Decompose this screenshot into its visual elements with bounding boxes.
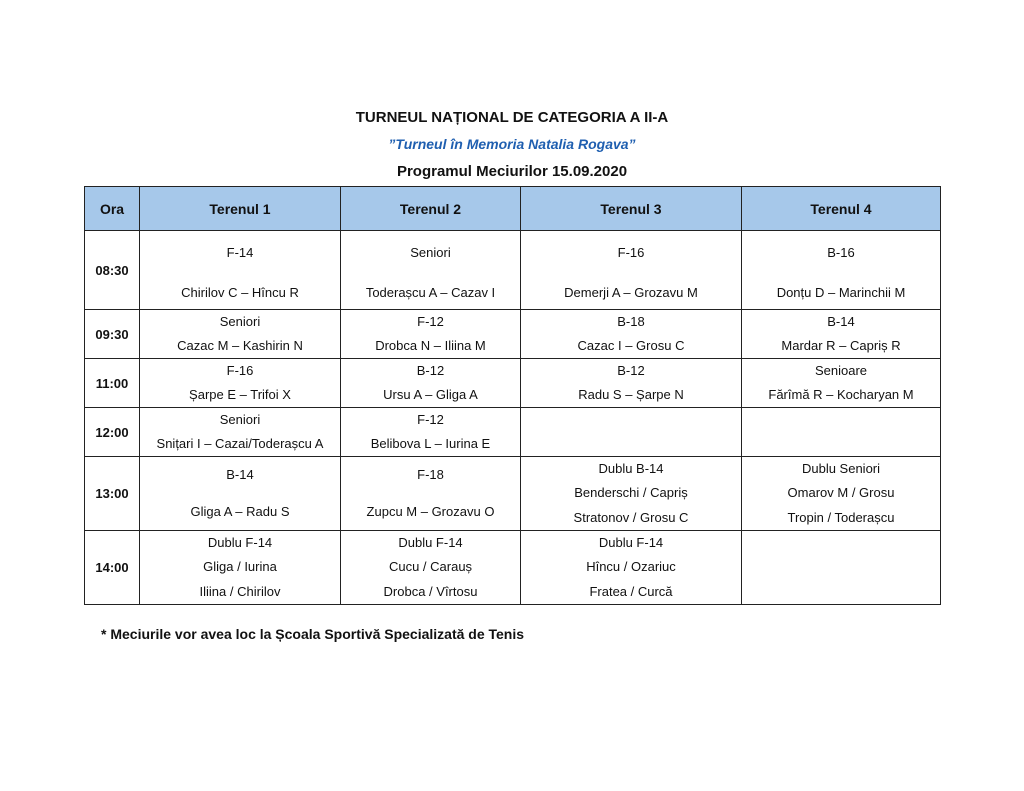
column-header: Terenul 3: [521, 187, 742, 231]
match-players: Gliga A – Radu S: [190, 503, 290, 519]
court-cell: [140, 231, 341, 310]
match-category: Dublu F-14: [398, 535, 463, 551]
match-category: B-12: [416, 363, 445, 378]
court-cell: [341, 231, 521, 310]
match-category: Senioare: [814, 363, 868, 378]
column-header: Ora: [85, 187, 140, 231]
match-players: Cazac I – Grosu C: [577, 338, 685, 353]
match-category: B-16: [827, 245, 855, 260]
court-cell: [742, 531, 941, 605]
table-row: [85, 531, 941, 605]
court-cell: [521, 531, 742, 605]
match-players: Ursu A – Gliga A: [383, 387, 478, 402]
match-category: F-16: [226, 363, 254, 378]
match-players: Zupcu M – Grozavu O: [366, 503, 495, 519]
court-cell: [140, 531, 341, 605]
match-players: Gliga / Iurina: [203, 559, 277, 575]
court-cell: [742, 231, 941, 310]
court-cell: [521, 310, 742, 359]
match-players: Hîncu / Ozariuc: [586, 559, 676, 575]
table-row: [85, 231, 941, 310]
table-row: [85, 457, 941, 531]
court-cell: [742, 359, 941, 408]
match-players: Omarov M / Grosu: [787, 485, 895, 501]
column-header: Terenul 2: [341, 187, 521, 231]
document-title: TURNEUL NAȚIONAL DE CATEGORIA A II-A: [355, 109, 669, 126]
time-cell: 12:00: [85, 408, 140, 457]
court-cell: [341, 408, 521, 457]
match-category: F-14: [226, 245, 254, 260]
match-category: Dublu B-14: [598, 461, 664, 477]
court-cell: [521, 457, 742, 531]
match-players: Stratonov / Grosu C: [573, 509, 689, 525]
court-cell: [341, 531, 521, 605]
column-header: Terenul 4: [742, 187, 941, 231]
match-category: F-18: [417, 467, 444, 483]
court-cell: [140, 408, 341, 457]
match-category: B-14: [226, 467, 254, 483]
court-cell: [521, 408, 742, 457]
footnote: * Meciurile vor avea loc la Școala Sportivă Specializată de Tenis: [101, 626, 525, 642]
match-category: Seniori: [219, 314, 261, 329]
match-players: Donțu D – Marinchii M: [776, 285, 906, 300]
match-category: Seniori: [410, 245, 451, 260]
match-players: Drobca N – Iliina M: [375, 338, 486, 353]
time-cell: 11:00: [85, 359, 140, 408]
court-cell: [742, 408, 941, 457]
schedule-table: [84, 186, 941, 605]
match-players: Iliina / Chirilov: [199, 583, 281, 599]
time-cell: 08:30: [85, 231, 140, 310]
match-category: F-12: [417, 314, 444, 329]
table-row: [85, 310, 941, 359]
court-cell: [521, 359, 742, 408]
table-row: [85, 408, 941, 457]
column-header: Terenul 1: [140, 187, 341, 231]
court-cell: [521, 231, 742, 310]
match-players: Fărîmă R – Kocharyan M: [768, 387, 914, 402]
match-category: Dublu F-14: [207, 535, 273, 551]
court-cell: [742, 310, 941, 359]
court-cell: [140, 310, 341, 359]
time-cell: 09:30: [85, 310, 140, 359]
match-category: Seniori: [219, 412, 261, 427]
match-players: Chirilov C – Hîncu R: [181, 285, 299, 300]
match-players: Mardar R – Capriș R: [781, 338, 901, 353]
court-cell: [341, 359, 521, 408]
court-cell: [742, 457, 941, 531]
court-cell: [341, 310, 521, 359]
court-cell: [341, 457, 521, 531]
match-category: Dublu F-14: [598, 535, 664, 551]
court-cell: [140, 457, 341, 531]
match-category: F-12: [417, 412, 444, 427]
match-players: Radu S – Șarpe N: [578, 387, 684, 402]
program-heading: Programul Meciurilor 15.09.2020: [396, 163, 628, 180]
match-players: Drobca / Vîrtosu: [383, 583, 478, 599]
match-players: Șarpe E – Trifoi X: [189, 387, 291, 402]
match-players: Toderașcu A – Cazav I: [365, 285, 496, 300]
match-players: Snițari I – Cazai/Toderașcu A: [156, 436, 324, 451]
match-category: B-14: [827, 314, 855, 329]
court-cell: [140, 359, 341, 408]
time-cell: 13:00: [85, 457, 140, 531]
table-header-row: [85, 187, 941, 231]
match-players: Tropin / Toderașcu: [787, 509, 895, 525]
match-players: Fratea / Curcă: [589, 583, 673, 599]
match-players: Cazac M – Kashirin N: [177, 338, 303, 353]
match-players: Cucu / Carauș: [388, 559, 473, 575]
match-category: B-12: [617, 363, 645, 378]
time-cell: 14:00: [85, 531, 140, 605]
match-category: B-18: [617, 314, 645, 329]
table-row: [85, 359, 941, 408]
match-players: Belibova L – Iurina E: [370, 436, 491, 451]
match-category: Dublu Seniori: [801, 461, 881, 477]
match-players: Benderschi / Capriș: [574, 485, 688, 501]
match-players: Demerji A – Grozavu M: [564, 285, 698, 300]
tournament-subtitle: ”Turneul în Memoria Natalia Rogava”: [388, 136, 636, 152]
match-category: F-16: [617, 245, 645, 260]
